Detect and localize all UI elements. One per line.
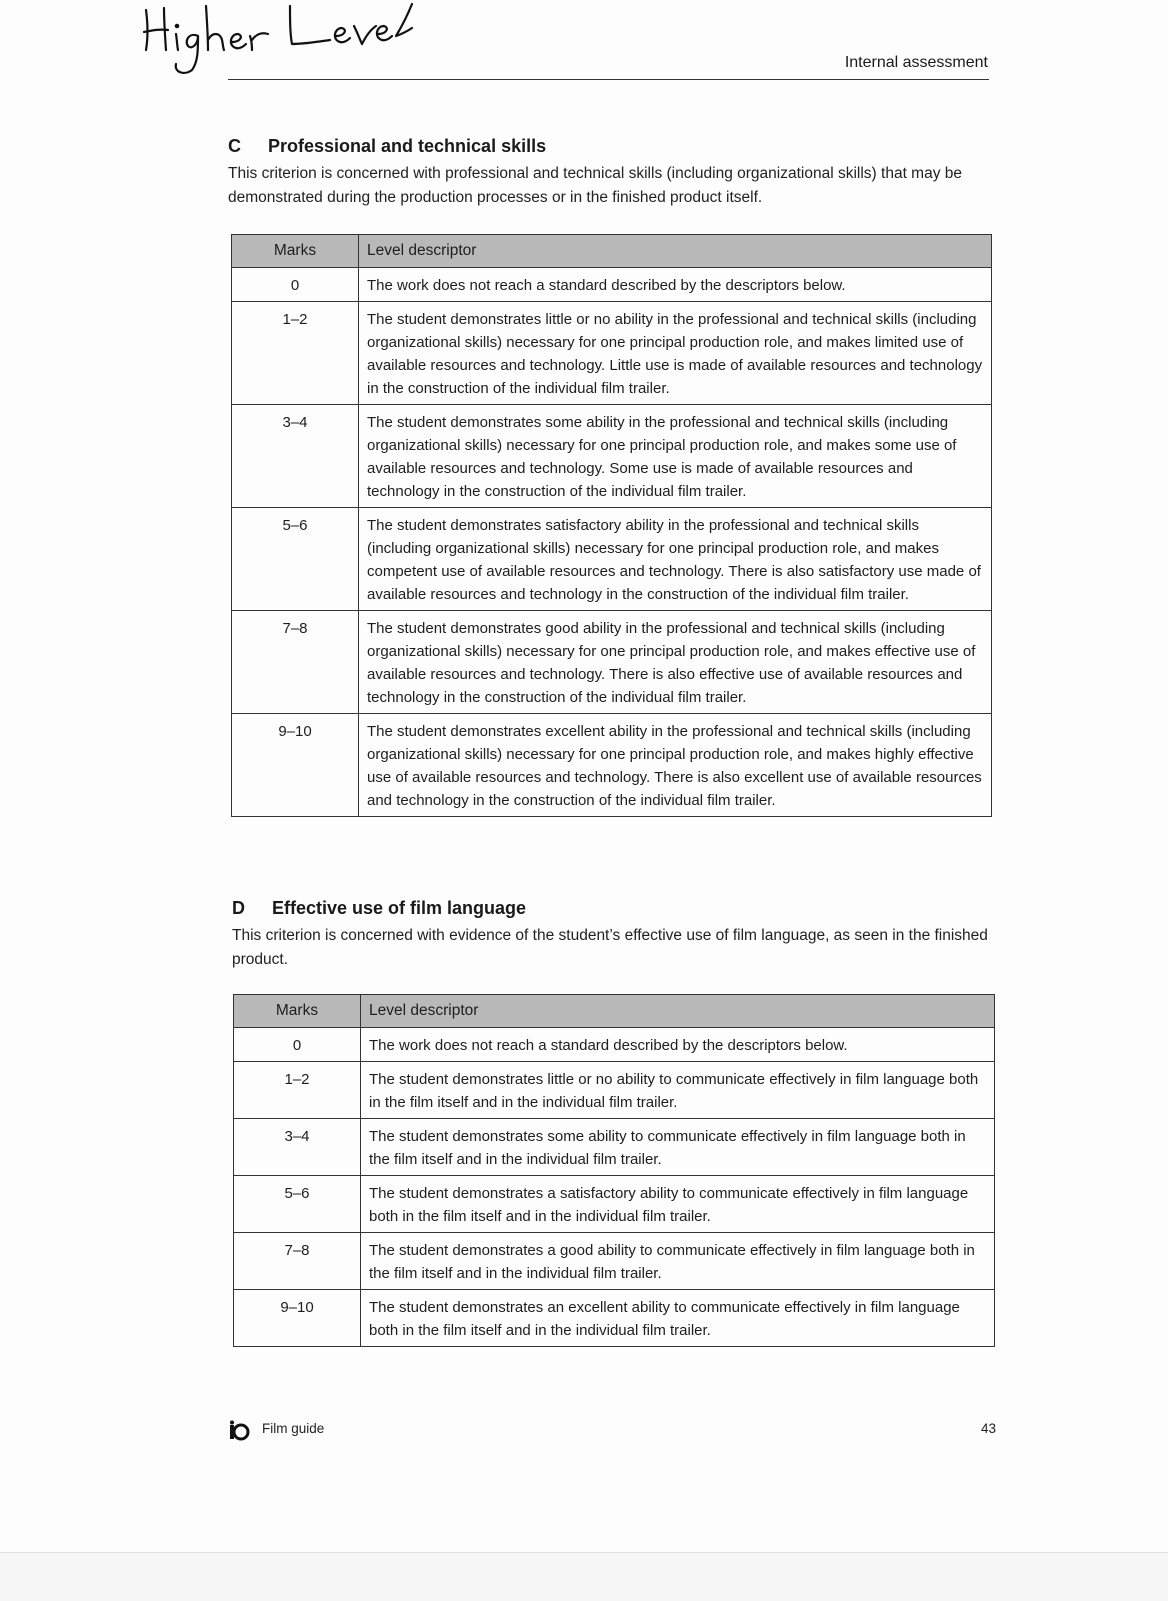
section-d-intro: This criterion is concerned with evidence of the student’s effective use of film language, as seen in the finished product. <box>232 927 988 968</box>
header-divider <box>228 79 989 80</box>
section-d-table <box>233 994 995 1347</box>
descriptor-cell: The work does not reach a standard described by the descriptors below. <box>359 268 992 302</box>
marks-column-header: Marks <box>232 235 359 268</box>
footer-guide-title: Film guide <box>262 1421 325 1436</box>
table-row <box>234 1119 995 1176</box>
marks-cell: 5–6 <box>232 508 359 611</box>
handwritten-note <box>140 0 430 80</box>
marks-cell: 0 <box>234 1028 361 1062</box>
table-header-row <box>232 235 992 268</box>
descriptor-cell: The student demonstrates good ability in the professional and technical skills (including organizational skills) necessary for one principal production role, and makes effective use of available resources and technology. There is also effective use of available resources and technology in the construction of the individual film trailer. <box>359 611 992 714</box>
ib-logo-icon <box>228 1420 250 1442</box>
marks-cell: 7–8 <box>232 611 359 714</box>
table-row <box>234 1028 995 1062</box>
marks-cell: 1–2 <box>232 302 359 405</box>
section-d-title: Effective use of film language <box>272 898 527 918</box>
descriptor-cell: The student demonstrates little or no ability to communicate effectively in film language both in the film itself and in the individual film trailer. <box>361 1062 995 1119</box>
marks-cell: 9–10 <box>234 1290 361 1347</box>
handwriting-icon <box>140 0 430 80</box>
table-row <box>234 1290 995 1347</box>
descriptor-cell: The work does not reach a standard described by the descriptors below. <box>361 1028 995 1062</box>
section-c-table <box>231 234 992 817</box>
marks-cell: 3–4 <box>232 405 359 508</box>
header-label: Internal assessment <box>844 54 988 71</box>
descriptor-cell: The student demonstrates little or no ability in the professional and technical skills (including organizational skills) necessary for one principal production role, and makes limited use of available resources and technology. Little use is made of available resources and technology in the construction of the individual film trailer. <box>359 302 992 405</box>
section-d-heading <box>232 898 526 919</box>
page-number: 43 <box>980 1421 996 1436</box>
section-d-letter: D <box>232 898 245 918</box>
descriptor-cell: The student demonstrates satisfactory ability in the professional and technical skills (including organizational skills) necessary for one principal production role, and makes competent use of available resources and technology. There is also satisfactory use made of available resources and technology in the construction of the individual film trailer. <box>359 508 992 611</box>
descriptor-cell: The student demonstrates some ability in the professional and technical skills (including organizational skills) necessary for one principal production role, and makes some use of available resources and technology. Some use is made of available resources and technology in the construction of the individual film trailer. <box>359 405 992 508</box>
marks-column-header: Marks <box>234 995 361 1028</box>
table-row <box>234 1176 995 1233</box>
table-row <box>232 508 992 611</box>
descriptor-cell: The student demonstrates an excellent ability to communicate effectively in film language both in the film itself and in the individual film trailer. <box>361 1290 995 1347</box>
marks-cell: 1–2 <box>234 1062 361 1119</box>
table-row <box>234 1062 995 1119</box>
table-row <box>232 611 992 714</box>
marks-cell: 9–10 <box>232 714 359 817</box>
descriptor-cell: The student demonstrates a good ability to communicate effectively in film language both in the film itself and in the individual film trailer. <box>361 1233 995 1290</box>
scan-margin <box>0 1552 1168 1601</box>
descriptor-column-header: Level descriptor <box>361 995 995 1028</box>
descriptor-column-header: Level descriptor <box>359 235 992 268</box>
table-row <box>232 302 992 405</box>
section-c-letter: C <box>228 136 241 156</box>
table-row <box>234 1233 995 1290</box>
marks-cell: 0 <box>232 268 359 302</box>
descriptor-cell: The student demonstrates some ability to communicate effectively in film language both in the film itself and in the individual film trailer. <box>361 1119 995 1176</box>
section-c-title: Professional and technical skills <box>268 136 547 156</box>
table-row <box>232 714 992 817</box>
table-row <box>232 268 992 302</box>
table-row <box>232 405 992 508</box>
marks-cell: 5–6 <box>234 1176 361 1233</box>
section-c-heading <box>228 136 546 157</box>
marks-cell: 7–8 <box>234 1233 361 1290</box>
descriptor-cell: The student demonstrates excellent ability in the professional and technical skills (including organizational skills) necessary for one principal production role, and makes highly effective use of available resources and technology. There is also excellent use of available resources and technology in the construction of the individual film trailer. <box>359 714 992 817</box>
table-header-row <box>234 995 995 1028</box>
section-c-intro: This criterion is concerned with professional and technical skills (including organizational skills) that may be demonstrated during the production processes or in the finished product itself. <box>228 165 963 206</box>
descriptor-cell: The student demonstrates a satisfactory ability to communicate effectively in film language both in the film itself and in the individual film trailer. <box>361 1176 995 1233</box>
marks-cell: 3–4 <box>234 1119 361 1176</box>
